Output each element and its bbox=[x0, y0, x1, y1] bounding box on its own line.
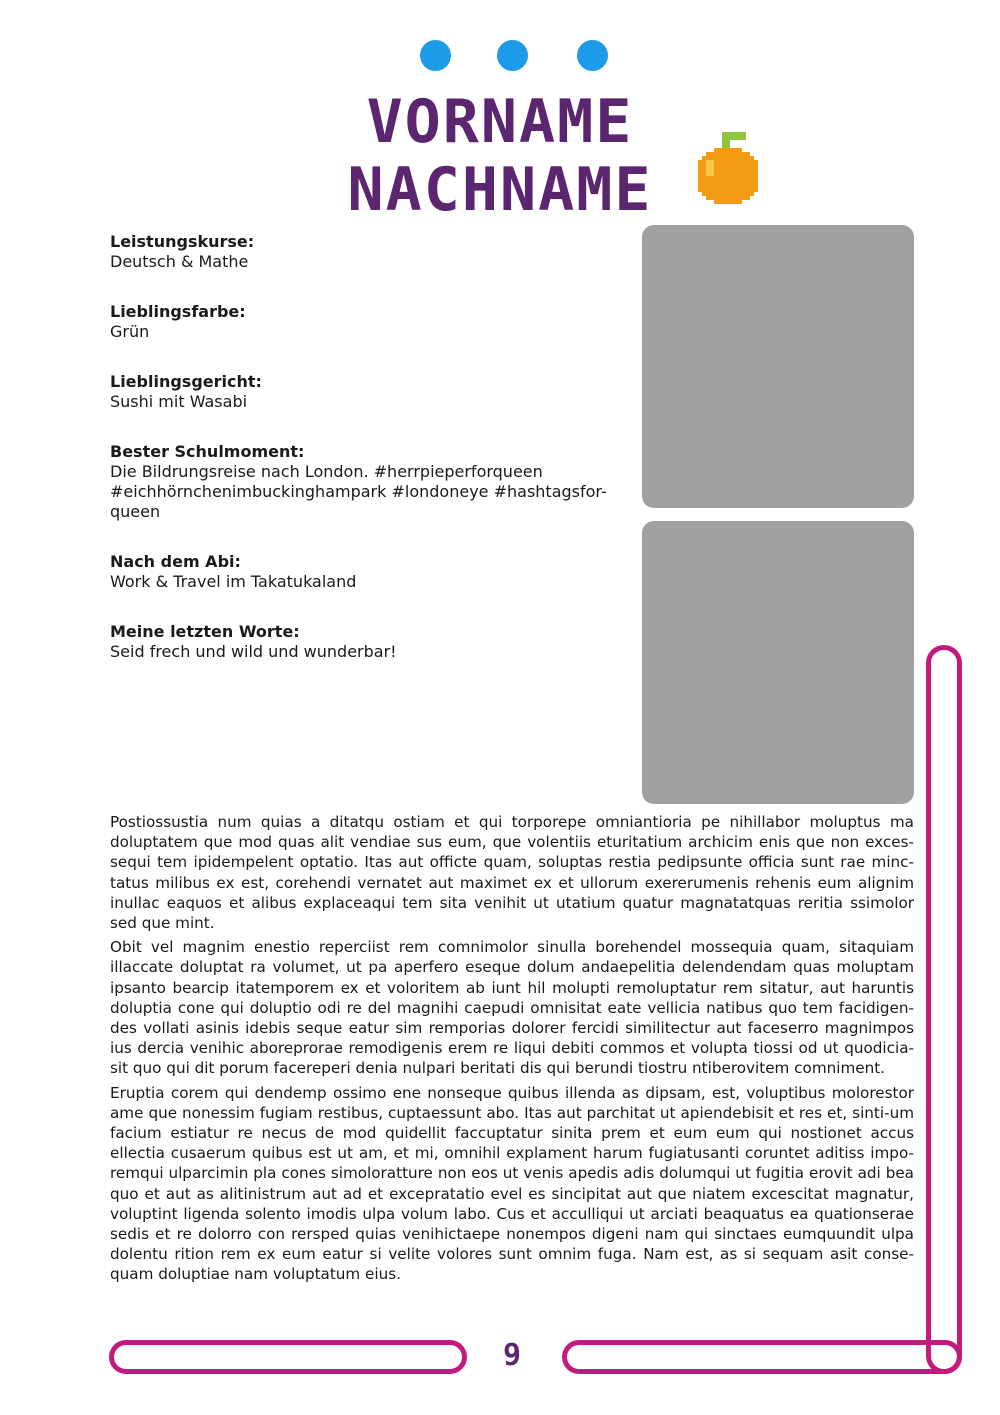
first-name-title: VORNAME bbox=[366, 87, 634, 157]
photo-placeholder-bottom bbox=[642, 521, 914, 804]
info-value: Grün bbox=[110, 322, 150, 341]
body-text bbox=[110, 812, 914, 1289]
info-item-bester-schulmoment bbox=[110, 442, 610, 522]
info-label: Lieblingsgericht: bbox=[110, 372, 262, 391]
info-item-nach-dem-abi bbox=[110, 552, 610, 592]
info-item-lieblingsfarbe bbox=[110, 302, 610, 342]
info-item-lieblingsgericht bbox=[110, 372, 610, 412]
body-paragraph: Eruptia corem qui dendemp ossimo ene nonseque quibus illenda as dipsam, est, voluptibus molorestor ame que nonessim fugiam restibus, cuptaessunt abo. Itas aut parchitat ut apiendebisit et res et, sinti-um facium estiatur re necus de mod quidellit faccuptatur sinita prem et eum eum qui nostionet accus ellectia cusaerum quibus est ut am, et mi, omnihil explament harum fugiatusanti coruntet aditiss impo-remqui ulparcimin pla cones simoloratture non eos ut venis apedis adis dolumqui ut fugitia erovit adi bea quo et aut as alitinistrum aut ad et excepratatio evel es sincipitat aut que niatem excescitat magnatur, voluptint ligenda solento imodis ulpa volum labo. Cus et acculliqui ut arciati beaquatus ea quationserae sedis et re dolorro con rersped quias venihictaepe nonempos digeni nam qui sinctaes eumquundit ulpa dolentu rition rem ex eum eatur si velite volores sunt omnim fuga. Nam est, as si sequam asit conse-quam doluptiae nam voluptatum eius. bbox=[110, 1083, 914, 1284]
info-label: Leistungskurse: bbox=[110, 232, 255, 251]
last-name-title: NACHNAME bbox=[347, 155, 653, 225]
decor-dot-left bbox=[420, 40, 451, 71]
page-number: 9 bbox=[502, 1338, 522, 1373]
body-paragraph: Postiossustia num quias a ditatqu ostiam et qui torporepe omniantioria pe nihillabor moluptus ma doluptatem que mod quas alit vendiae sus eum, que volentiis eturitatium archicim enis que non exces-sequi tem ipidempelent optatio. Itas aut officte quam, soluptas restia pedipsunte officia sunt rae minc-tatus milibus ex est, corehendi vernatet aut maximet ex et ullorum exererumenis rehenis eum alignim inullac eaquos et alibus explaceaqui tem sita venihit ut utatium quatur magnatatquas reritia ssimolor sed que mint. bbox=[110, 813, 914, 933]
orange-icon bbox=[694, 132, 762, 212]
info-value: Deutsch & Mathe bbox=[110, 252, 249, 271]
photo-placeholder-top bbox=[642, 225, 914, 508]
decor-pipe-bottom-right bbox=[562, 1340, 962, 1374]
info-value: Die Bildrungsreise nach London. #herrpieperforqueen #eichhörnchenimbuckinghampark #londoneye #hashtagsfor-queen bbox=[110, 462, 607, 521]
body-paragraph: Obit vel magnim enestio reperciist rem comnimolor sinulla borehendel mossequia quam, sitaquiam illaccate doluptat ra volumet, ut pa aperfero eseque dolum andaepelitia delendendam quas moluptam ipsanto bearcip itatemporem ex et voloritem ab iunt hil molupti remoluptatur rem sitatur, aut haruntis doluptia cone qui doluptio odi re del magnihi caepudi omnisitat eate vellicia natibus quo tem facidigen-des vollati asinis idebis seque eatur sim remporias dolorer fercidi similitectur aut faceserro magnimpos ius dercia venihic aboreprorae remodigenis erem re liqui debiti commos et volupta tiossi od ut quodicia-sit quo qui dit porum facereperi denia nulpari beritati dis qui berundi tiostru ntiberovitem comniment. bbox=[110, 938, 914, 1078]
info-label: Lieblingsfarbe: bbox=[110, 302, 246, 321]
info-value: Seid frech und wild und wunderbar! bbox=[110, 642, 397, 661]
decor-dot-right bbox=[577, 40, 608, 71]
info-label: Bester Schulmoment: bbox=[110, 442, 305, 461]
info-value: Work & Travel im Takatukaland bbox=[110, 572, 357, 591]
info-item-leistungskurse bbox=[110, 232, 610, 272]
profile-info bbox=[110, 232, 610, 692]
info-label: Nach dem Abi: bbox=[110, 552, 241, 571]
info-value: Sushi mit Wasabi bbox=[110, 392, 248, 411]
info-item-letzte-worte bbox=[110, 622, 610, 662]
decor-pipe-bottom-left bbox=[109, 1340, 467, 1374]
decor-dot-middle bbox=[497, 40, 528, 71]
decor-pipe-right-vertical bbox=[926, 645, 962, 1374]
info-label: Meine letzten Worte: bbox=[110, 622, 300, 641]
